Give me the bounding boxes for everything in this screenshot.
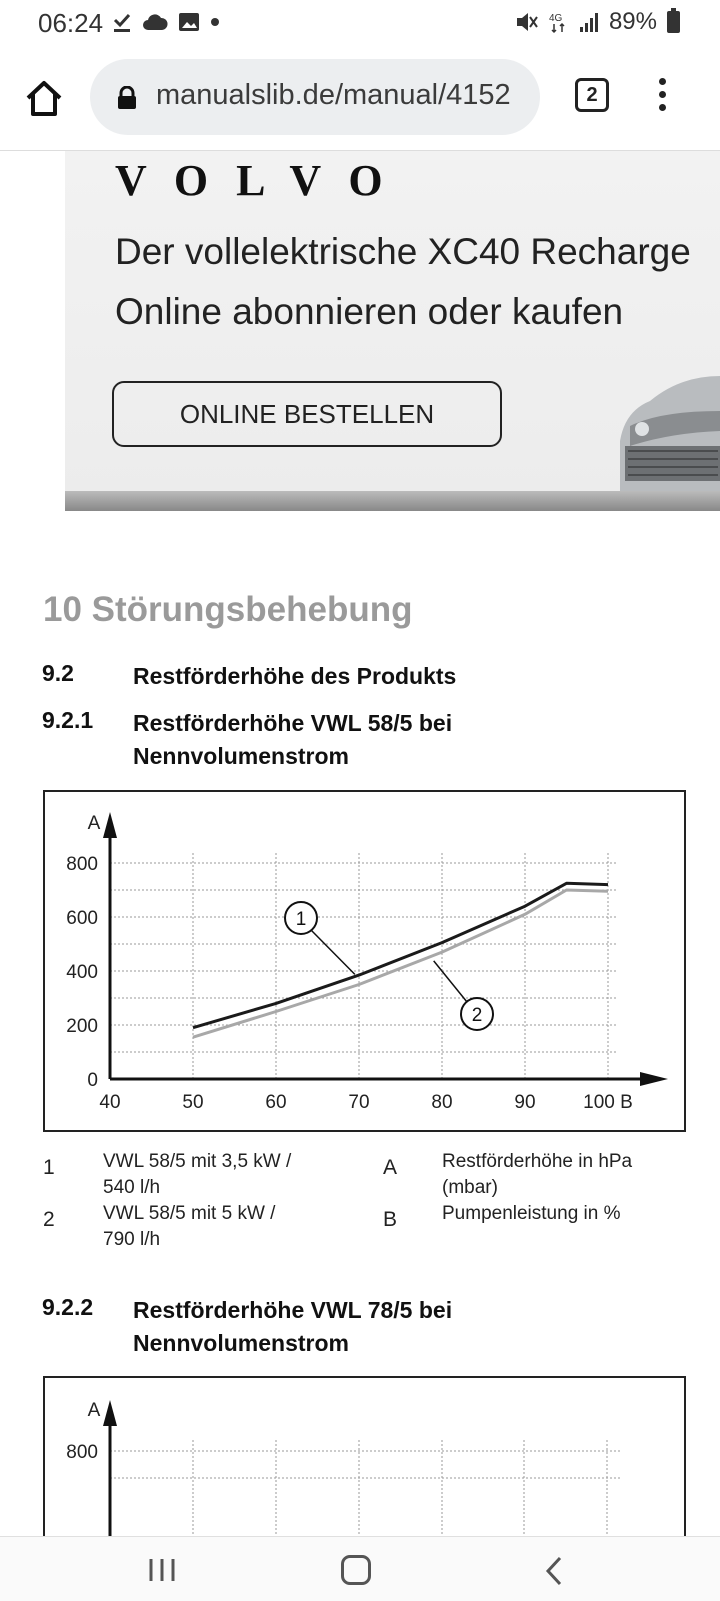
svg-text:4G: 4G	[548, 13, 563, 24]
x-axis-arrow	[640, 1072, 668, 1086]
section-number: 9.2.2	[42, 1294, 94, 1320]
back-icon[interactable]	[542, 1555, 566, 1587]
tab-switcher-button[interactable]: 2	[575, 78, 609, 112]
chart-1	[45, 792, 686, 1132]
network-4g-icon	[549, 10, 569, 34]
y-tick-label: 600	[66, 908, 98, 929]
system-nav-bar	[0, 1536, 720, 1601]
legend-value-1	[103, 1149, 291, 1201]
gallery-icon	[178, 12, 200, 32]
mute-icon	[515, 11, 539, 33]
x-tick-label: 60	[265, 1092, 287, 1113]
section-9-2-2	[42, 1294, 682, 1364]
y-tick-label: 800	[66, 1442, 98, 1463]
battery-level: 89%	[608, 8, 657, 35]
ad-headline: Der vollelektrische XC40 Recharge	[115, 231, 691, 272]
section-title: Restförderhöhe VWL 78/5 bei Nennvolumenstrom	[133, 1297, 453, 1356]
ad-bottom-strip	[65, 491, 720, 511]
car-image	[620, 371, 720, 496]
home-nav-icon[interactable]	[341, 1555, 371, 1585]
section-9-2-1	[42, 707, 682, 777]
download-done-icon	[112, 11, 132, 33]
status-time: 06:24	[38, 8, 104, 38]
legend-value-1-line2: 540 l/h	[103, 1177, 161, 1198]
annotation-label-1: 1	[295, 909, 307, 930]
section-title: Restförderhöhe des Produkts	[133, 663, 457, 689]
chapter-heading: 10 Störungsbehebung	[43, 590, 413, 629]
y-tick-label: 200	[66, 1016, 98, 1037]
series-line-2	[193, 890, 608, 1037]
annotation-leader-2	[434, 961, 467, 1002]
x-tick-label: 40	[99, 1092, 121, 1113]
url-text: manualslib.de/manual/4152	[156, 79, 511, 111]
lock-icon	[116, 86, 138, 110]
x-tick-label: 70	[348, 1092, 370, 1113]
x-tick-label: 50	[182, 1092, 204, 1113]
y-tick-label: 0	[87, 1070, 98, 1091]
chart-figure-1	[43, 790, 686, 1132]
x-tick-label: 80	[431, 1092, 453, 1113]
legend-value-1-line1: VWL 58/5 mit 3,5 kW /	[103, 1151, 292, 1172]
section-title: Restförderhöhe VWL 58/5 bei Nennvolumenstrom	[133, 710, 453, 769]
y-axis-arrow	[103, 812, 117, 838]
y-axis-label: A	[87, 1400, 101, 1421]
ad-subline: Online abonnieren oder kaufen	[115, 291, 624, 332]
annotation-label-2: 2	[471, 1005, 483, 1026]
legend-value-B: Pumpenleistung in %	[442, 1203, 621, 1224]
section-number: 9.2	[42, 660, 74, 686]
section-9-2	[42, 660, 682, 694]
legend-value-2-line2: 790 l/h	[103, 1229, 161, 1250]
battery-icon	[667, 11, 680, 33]
browser-toolbar	[0, 46, 720, 151]
x-tick-label: 90	[514, 1092, 536, 1113]
series-line-1	[193, 883, 608, 1027]
y-axis-arrow	[103, 1400, 117, 1426]
home-icon[interactable]	[22, 76, 66, 120]
legend-value-A-line1: Restförderhöhe in hPa	[442, 1151, 633, 1172]
legend-key-2: 2	[43, 1208, 55, 1231]
ad-cta-button[interactable]: ONLINE BESTELLEN	[112, 381, 502, 447]
y-tick-label: 400	[66, 962, 98, 983]
cloud-icon	[142, 13, 168, 31]
notification-icons	[112, 8, 220, 36]
signal-icon	[579, 11, 599, 33]
x-tick-label: 100 B	[583, 1092, 633, 1113]
legend-key-1: 1	[43, 1156, 55, 1179]
more-options-icon[interactable]	[650, 74, 674, 118]
legend-value-2-line1: VWL 58/5 mit 5 kW /	[103, 1203, 276, 1224]
legend-value-2	[103, 1201, 275, 1253]
status-right	[515, 8, 680, 36]
status-bar	[0, 0, 720, 46]
legend-value-A-line2: (mbar)	[442, 1177, 498, 1198]
ad-brand-logo: VOLVO	[115, 156, 411, 205]
y-tick-label: 800	[66, 854, 98, 875]
dot-icon	[210, 17, 220, 27]
recent-apps-icon[interactable]	[147, 1557, 177, 1583]
ad-banner[interactable]	[65, 151, 720, 511]
legend-value-A	[442, 1149, 632, 1201]
legend-key-B: B	[383, 1208, 398, 1231]
annotation-leader-1	[311, 930, 355, 974]
section-number: 9.2.1	[42, 707, 94, 733]
legend-key-A: A	[383, 1156, 398, 1179]
y-axis-label: A	[87, 813, 101, 834]
address-bar[interactable]	[90, 59, 540, 135]
